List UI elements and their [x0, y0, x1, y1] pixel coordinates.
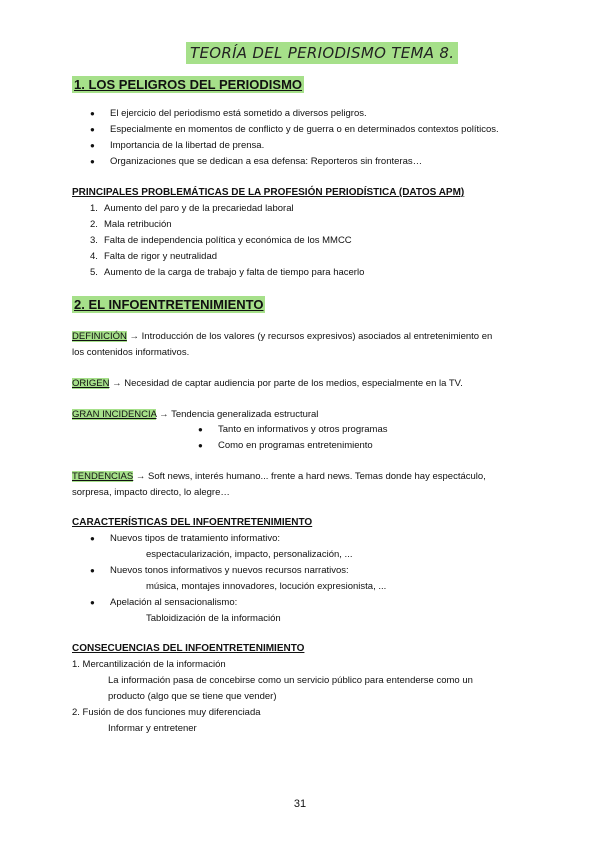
definicion-text-cont: los contenidos informativos. [72, 347, 190, 358]
page-title: TEORÍA DEL PERIODISMO TEMA 8. [186, 42, 458, 64]
tendencias-text: → Soft news, interés humano... frente a hard news. Temas donde hay espectáculo, [133, 471, 486, 482]
item-number: 5. [90, 267, 98, 278]
item-number: 1. [90, 203, 98, 214]
origen-line [72, 377, 463, 391]
caracteristicas-heading: CARACTERÍSTICAS DEL INFOENTRETENIMIENTO [72, 517, 313, 528]
bullet-item [90, 532, 95, 546]
item-number: 2. [90, 219, 98, 230]
bullet-item [198, 439, 203, 453]
numbered-item [90, 218, 172, 232]
bullet-icon: ● [198, 425, 203, 434]
bullet-text: Especialmente en momentos de conflicto y de guerra o en determinados contextos políticos. [110, 124, 499, 135]
item-number: 4. [90, 251, 98, 262]
caracteristica-detail: espectacularización, impacto, personalización, ... [146, 549, 353, 560]
section-1-heading: 1. LOS PELIGROS DEL PERIODISMO [74, 77, 303, 92]
section-2-heading: 2. EL INFOENTRETENIMIENTO [74, 297, 264, 312]
bullet-icon: ● [90, 566, 95, 575]
incidencia-bullet: Tanto en informativos y otros programas [218, 424, 388, 435]
numbered-item [90, 250, 217, 264]
bullet-icon: ● [198, 441, 203, 450]
bullet-icon: ● [90, 157, 95, 166]
bullet-item [90, 155, 95, 169]
incidencia-text: → Tendencia generalizada estructural [156, 409, 319, 420]
item-text: Mala retribución [104, 219, 172, 230]
bullet-text: Organizaciones que se dedican a esa defensa: Reporteros sin fronteras… [110, 156, 423, 167]
page-number: 31 [293, 798, 307, 810]
bullet-item [90, 139, 95, 153]
bullet-icon: ● [90, 109, 95, 118]
bullet-item [90, 107, 95, 121]
caracteristica-item: Apelación al sensacionalismo: [110, 597, 238, 608]
consecuencia-item: 1. Mercantilización de la información [72, 659, 226, 670]
tendencias-label: TENDENCIAS [72, 471, 134, 482]
incidencia-line [72, 408, 318, 422]
caracteristica-item: Nuevos tonos informativos y nuevos recursos narrativos: [110, 565, 349, 576]
origen-label: ORIGEN [72, 378, 110, 389]
consecuencia-detail: La información pasa de concebirse como un servicio público para entenderse como un [108, 675, 473, 686]
caracteristica-detail: Tabloidización de la información [146, 613, 281, 624]
item-number: 3. [90, 235, 98, 246]
bullet-icon: ● [90, 141, 95, 150]
definicion-label: DEFINICIÓN [72, 331, 127, 342]
tendencias-line [72, 470, 486, 484]
definicion-line [72, 330, 492, 344]
consecuencia-item: 2. Fusión de dos funciones muy diferenciada [72, 707, 261, 718]
consecuencia-detail: producto (algo que se tiene que vender) [108, 691, 277, 702]
numbered-item [90, 202, 294, 216]
numbered-item [90, 234, 352, 248]
definicion-text: → Introducción de los valores (y recursos expresivos) asociados al entretenimiento en [126, 331, 493, 342]
bullet-text: Importancia de la libertad de prensa. [110, 140, 265, 151]
bullet-item [90, 564, 95, 578]
consecuencias-heading: CONSECUENCIAS DEL INFOENTRETENIMIENTO [72, 643, 305, 654]
incidencia-bullet: Como en programas entretenimiento [218, 440, 373, 451]
item-text: Aumento del paro y de la precariedad laboral [104, 203, 294, 214]
bullet-icon: ● [90, 598, 95, 607]
bullet-icon: ● [90, 534, 95, 543]
caracteristica-detail: música, montajes innovadores, locución expresionista, ... [146, 581, 387, 592]
item-text: Aumento de la carga de trabajo y falta de tiempo para hacerlo [104, 267, 365, 278]
bullet-item [90, 123, 95, 137]
bullet-text: El ejercicio del periodismo está sometido a diversos peligros. [110, 108, 367, 119]
incidencia-label: GRAN INCIDENCIA [72, 409, 157, 420]
origen-text: → Necesidad de captar audiencia por parte de los medios, especialmente en la TV. [109, 378, 463, 389]
tendencias-text-cont: sorpresa, impacto directo, lo alegre… [72, 487, 230, 498]
caracteristica-item: Nuevos tipos de tratamiento informativo: [110, 533, 281, 544]
item-text: Falta de independencia política y económica de los MMCC [104, 235, 352, 246]
bullet-item [90, 596, 95, 610]
problematicas-heading: PRINCIPALES PROBLEMÁTICAS DE LA PROFESIÓN PERIODÍSTICA (DATOS APM) [72, 187, 465, 198]
bullet-item [198, 423, 203, 437]
item-text: Falta de rigor y neutralidad [104, 251, 218, 262]
numbered-item [90, 266, 364, 280]
bullet-icon: ● [90, 125, 95, 134]
consecuencia-detail: Informar y entretener [108, 723, 197, 734]
